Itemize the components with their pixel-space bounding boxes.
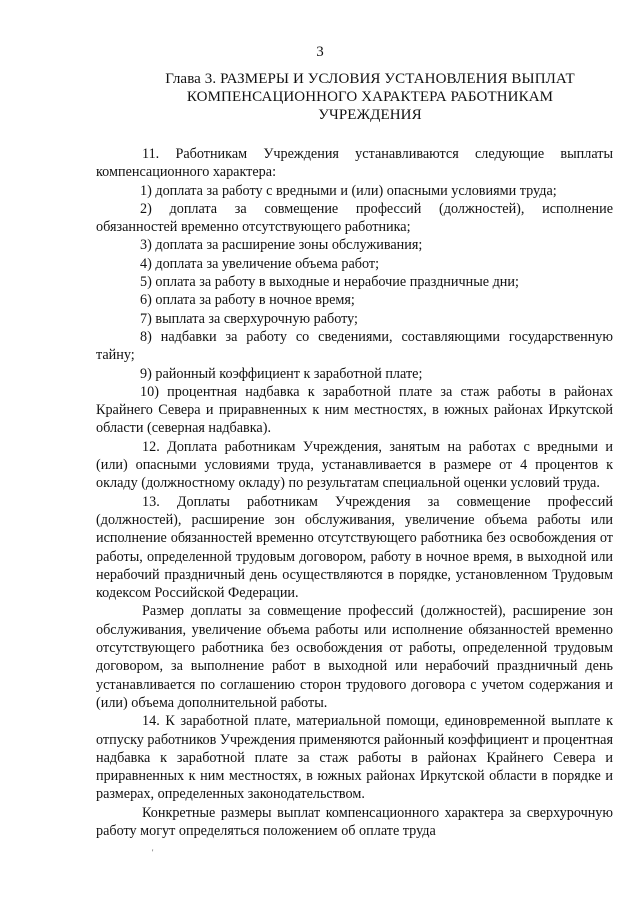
list-item-1: 1) доплата за работу с вредными и (или) опасными условиями труда;	[140, 182, 557, 199]
paragraph-13: 13. Доплаты работникам Учреждения за совмещение профессий (должностей), расширение зон обслуживания, увеличение объема работы или исполнение обязанностей временно отсутствующего работника без освобождения от работы, определенной трудовым договором, работу в ночное время, в выходной или нерабочий праздничный день осуществляются в порядке, установленном Трудовым кодексом Российской Федерации.	[96, 493, 613, 602]
chapter-title-line-2: КОМПЕНСАЦИОННОГО ХАРАКТЕРА РАБОТНИКАМ	[186, 89, 554, 105]
list-item-5: 5) оплата за работу в выходные и нерабочие праздничные дни;	[140, 274, 519, 291]
paragraph-13-continued: Размер доплаты за совмещение профессий (должностей), расширение зон обслуживания, увеличение объема работы или исполнение обязанностей временно отсутствующего работника без освобождения от работы, определенной трудовым договором, за выполнение работ в выходной или нерабочий праздничный день устанавливается по соглашению сторон трудового договора с учетом содержания и (или) объема дополнительной работы.	[96, 603, 613, 711]
paragraph-12: 12. Доплата работникам Учреждения, занятым на работах с вредными и (или) опасными условиями труда, устанавливается в размере от 4 процентов к окладу (должностному окладу) по результатам специальной оценки условий труда.	[96, 438, 613, 492]
paragraph-11: 11. Работникам Учреждения устанавливаются следующие выплаты компенсационного характера:	[96, 146, 613, 181]
list-item-10: 10) процентная надбавка к заработной плате за стаж работы в районах Крайнего Севера и приравненных к ним местностях, в южных районах Иркутской области (северная надбавка).	[96, 383, 613, 437]
scan-mark: '	[152, 848, 154, 857]
paragraph-14-continued: Конкретные размеры выплат компенсационного характера за сверхурочную работу могут определяться положением об оплате труда	[96, 804, 613, 839]
chapter-title	[150, 70, 590, 124]
list-item-2: 2) доплата за совмещение профессий (должностей), исполнение обязанностей временно отсутствующего работника;	[96, 200, 613, 236]
page-number: 3	[316, 44, 324, 60]
chapter-title-line-1: Глава 3. РАЗМЕРЫ И УСЛОВИЯ УСТАНОВЛЕНИЯ ВЫПЛАТ	[165, 71, 575, 87]
paragraph-14: 14. К заработной плате, материальной помощи, единовременной выплате к отпуску работников Учреждения применяются районный коэффициент и процентная надбавка к заработной плате за стаж работы в районах Крайнего Севера и приравненных к ним местностях, в южных районах Иркутской области в порядке и размерах, определенных законодательством.	[96, 713, 613, 803]
list-item-7: 7) выплата за сверхурочную работу;	[140, 310, 358, 327]
list-item-8: 8) надбавки за работу со сведениями, составляющими государственную тайну;	[96, 328, 613, 364]
list-item-3: 3) доплата за расширение зоны обслуживания;	[140, 237, 423, 254]
chapter-title-line-3: УЧРЕЖДЕНИЯ	[318, 107, 422, 123]
list-item-6: 6) оплата за работу в ночное время;	[140, 292, 355, 309]
list-item-4: 4) доплата за увеличение объема работ;	[140, 255, 380, 272]
document-body	[96, 145, 613, 840]
list-item-9: 9) районный коэффициент к заработной плате;	[140, 365, 423, 382]
